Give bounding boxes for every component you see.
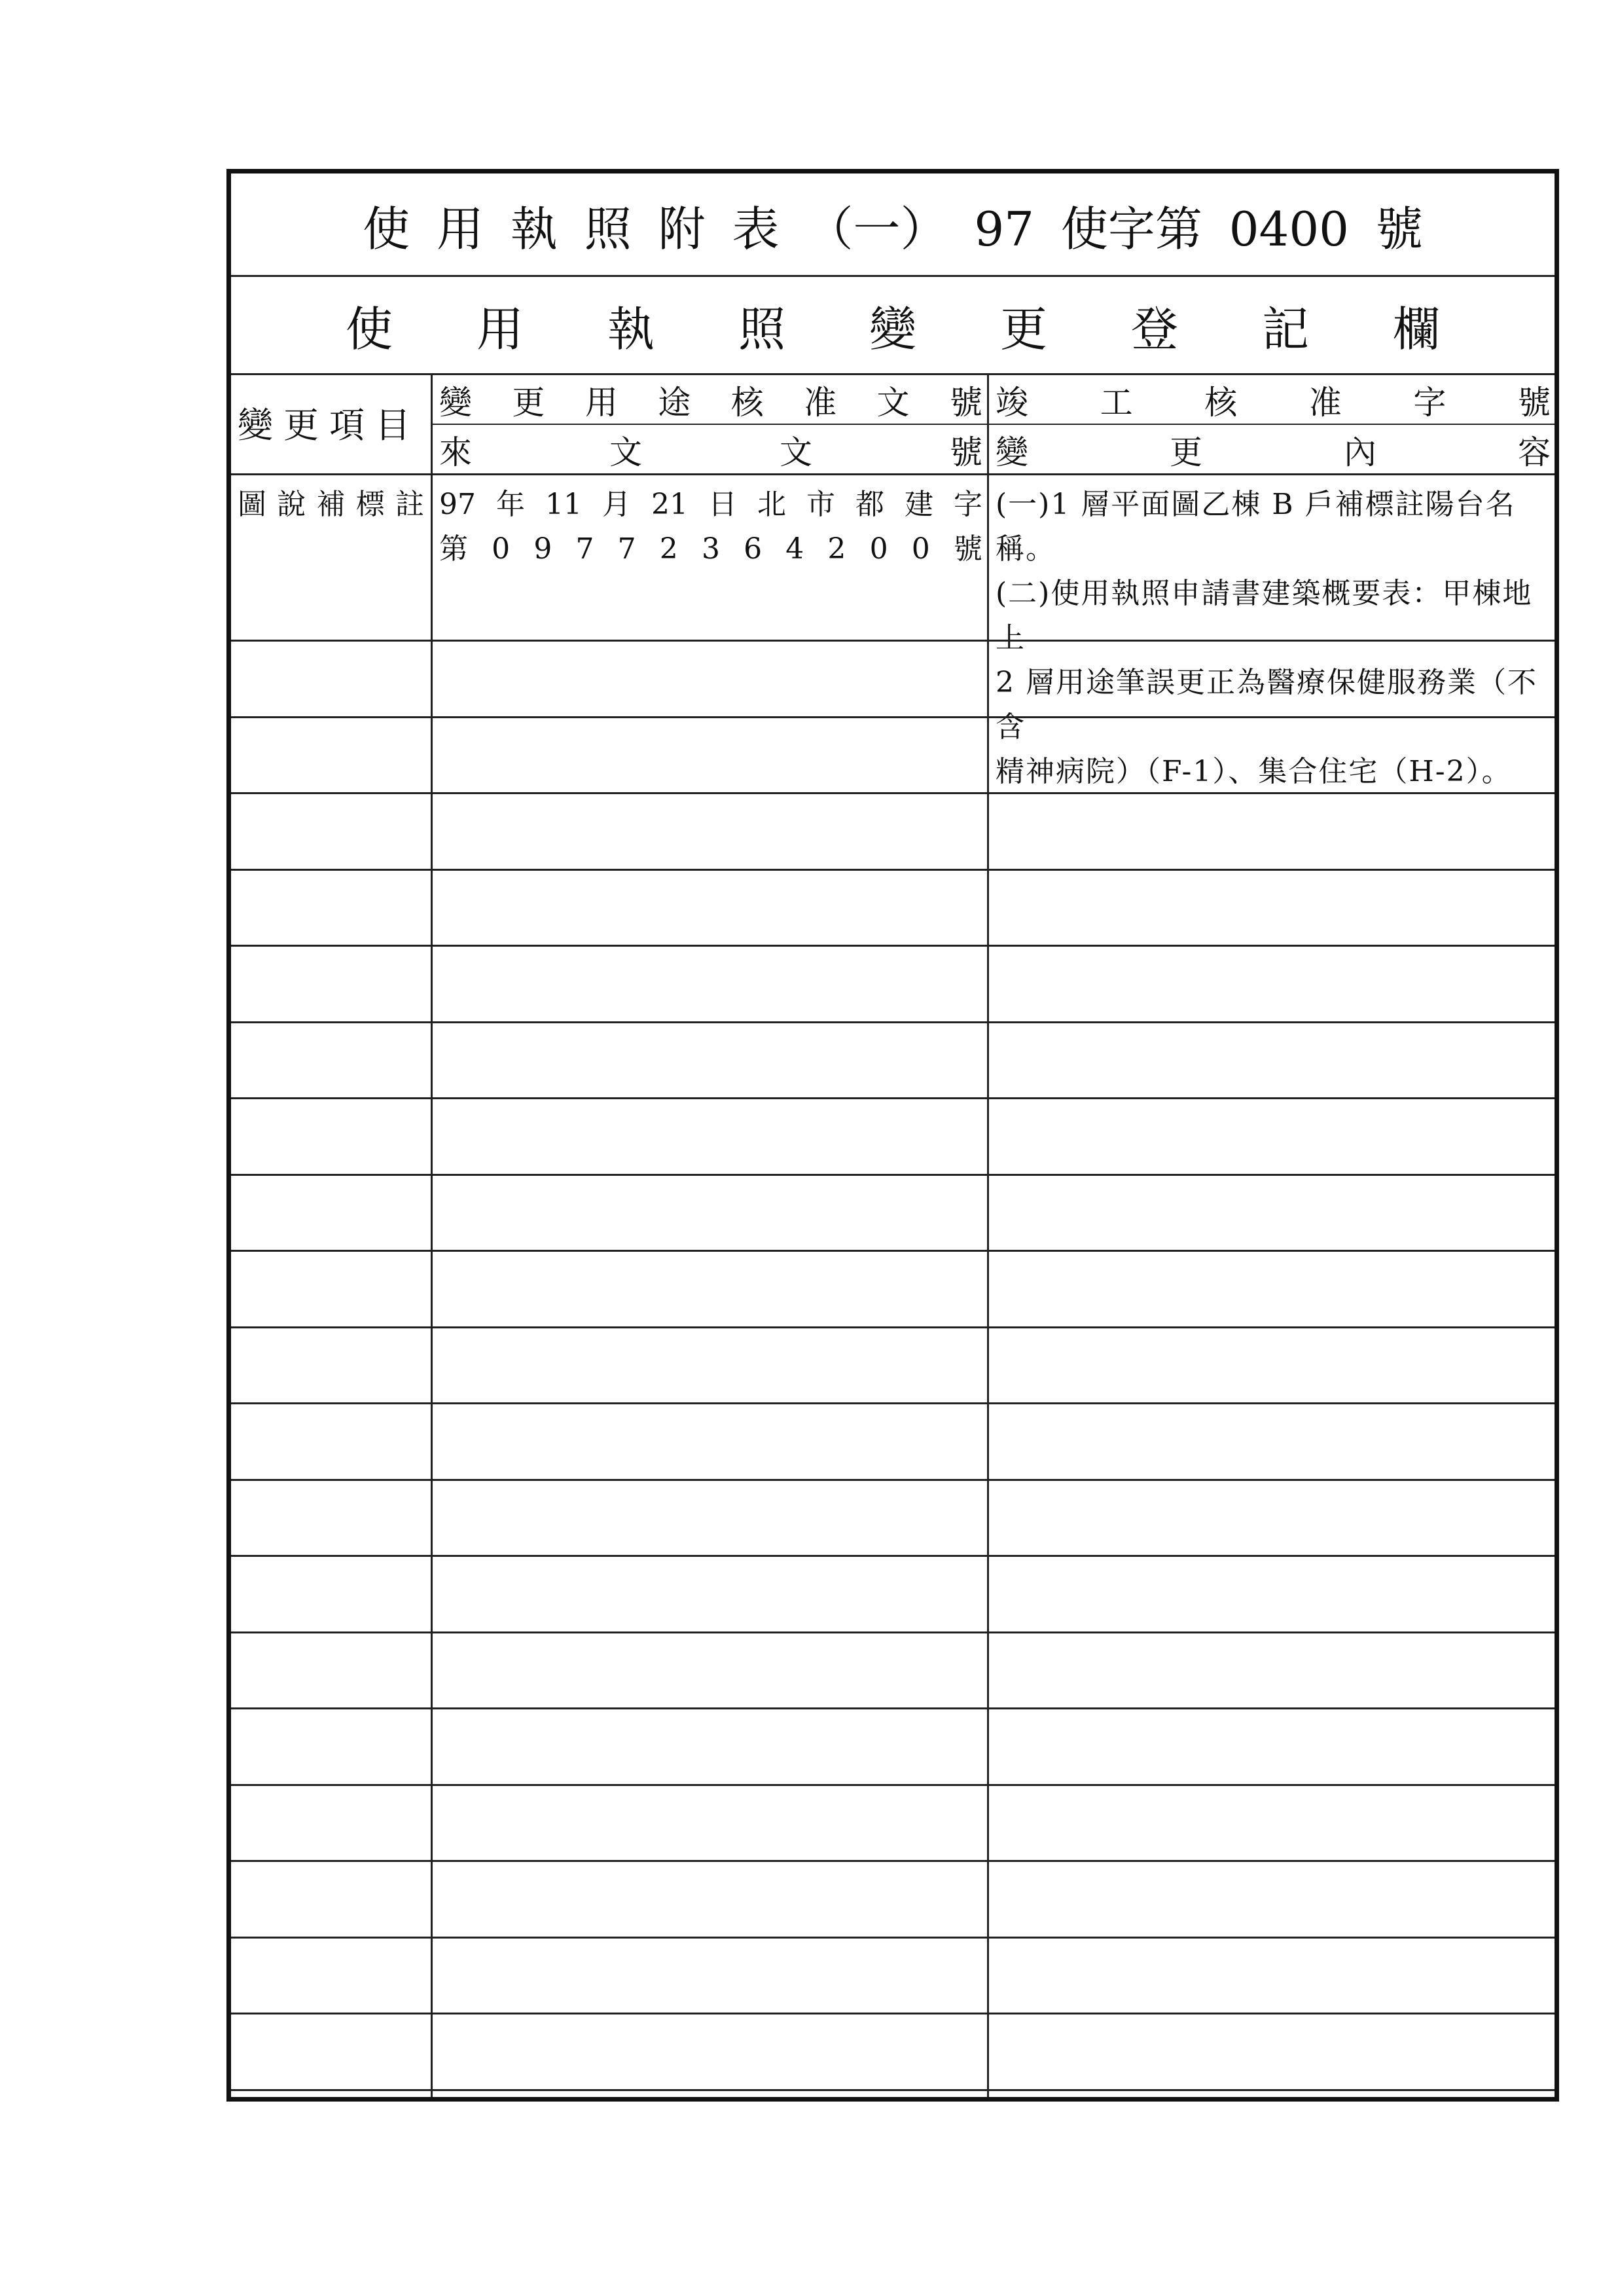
reference-token: 號 — [953, 532, 982, 566]
header-char: 變 — [996, 433, 1028, 471]
header-char: 途 — [658, 384, 691, 422]
section-title: 使用執照變更登記欄 — [345, 302, 1524, 357]
row-divider — [231, 792, 1555, 794]
row-divider — [231, 1937, 1555, 1939]
header-char: 號 — [950, 433, 982, 471]
header-char: 竣 — [996, 384, 1028, 422]
item-char: 圖 — [238, 488, 266, 521]
reference-token: 21 — [651, 488, 688, 521]
row-divider — [231, 869, 1555, 871]
header-char: 文 — [876, 384, 910, 422]
row-divider — [231, 1631, 1555, 1633]
reference-token: 0 — [911, 532, 930, 566]
form-title — [231, 193, 1555, 265]
header-char: 字 — [1413, 384, 1447, 422]
row-divider — [231, 716, 1555, 718]
header-char: 容 — [1518, 433, 1551, 471]
reference-token: 第 — [439, 532, 468, 566]
reference-token: 都 — [855, 488, 884, 521]
header-char: 用 — [584, 384, 618, 422]
header-char: 工 — [1100, 384, 1133, 422]
reference-token: 0 — [869, 532, 888, 566]
reference-token: 11 — [545, 488, 582, 521]
row-divider — [231, 1707, 1555, 1709]
reference-token: 日 — [708, 488, 737, 521]
divider — [231, 640, 1555, 642]
item-char: 補 — [316, 488, 346, 521]
row-divider — [231, 1479, 1555, 1481]
reference-token: 月 — [602, 488, 631, 521]
reference-token: 6 — [744, 532, 763, 566]
reference-token: 2 — [659, 532, 678, 566]
content-line: (一)1 層平面圖乙棟 B 戶補標註陽台名稱。 — [996, 488, 1516, 566]
row-divider — [231, 1555, 1555, 1557]
content-line: 2 層用途筆誤更正為醫療保健服務業（不含 — [996, 666, 1537, 744]
header-approval-number — [439, 378, 982, 422]
item-char: 標 — [355, 488, 385, 521]
reference-token: 北 — [757, 488, 786, 521]
row-divider — [231, 1250, 1555, 1252]
entry-content — [996, 483, 1558, 794]
row-divider — [231, 2013, 1555, 2014]
header-char: 准 — [1308, 384, 1342, 422]
reference-token: 年 — [496, 488, 525, 521]
header-char: 號 — [1517, 384, 1551, 422]
reference-token: 9 — [533, 532, 552, 566]
row-divider — [231, 1174, 1555, 1176]
header-char: 更 — [1170, 433, 1202, 471]
header-char: 來 — [439, 433, 472, 471]
header-char: 准 — [804, 384, 837, 422]
header-char: 核 — [1204, 384, 1238, 422]
reference-token: 建 — [905, 488, 933, 521]
row-divider — [231, 1784, 1555, 1786]
row-divider — [231, 1326, 1555, 1328]
header-char: 內 — [1344, 433, 1376, 471]
entry-reference-line — [439, 527, 982, 572]
divider — [231, 373, 1555, 375]
header-char: 變 — [439, 384, 472, 422]
reference-token: 字 — [954, 488, 982, 521]
form-title-prefix: 使 用 執 照 附 表 （一） — [363, 202, 948, 257]
item-char: 說 — [277, 488, 306, 521]
row-divider — [231, 1860, 1555, 1862]
divider — [231, 473, 1555, 475]
entry-item — [238, 483, 424, 527]
reference-token: 3 — [701, 532, 720, 566]
entry-reference-line — [439, 483, 982, 527]
header-char: 文 — [609, 433, 642, 471]
header-change-item: 變更項目 — [238, 404, 421, 446]
header-completion-number — [996, 378, 1551, 422]
column-divider — [431, 373, 433, 2097]
change-registration-form — [226, 169, 1559, 2102]
column-divider — [987, 373, 989, 2097]
header-char: 號 — [949, 384, 982, 422]
row-divider — [231, 2089, 1555, 2091]
header-char: 更 — [512, 384, 545, 422]
reference-token: 市 — [806, 488, 835, 521]
license-number: 97 使字第 0400 號 — [974, 202, 1423, 257]
divider — [231, 275, 1555, 277]
reference-token: 4 — [785, 532, 804, 566]
header-char: 文 — [780, 433, 812, 471]
row-divider — [231, 945, 1555, 947]
row-divider — [231, 1097, 1555, 1099]
row-divider — [231, 1402, 1555, 1404]
reference-token: 7 — [617, 532, 636, 566]
header-change-content — [996, 428, 1551, 472]
header-char: 核 — [730, 384, 764, 422]
reference-token: 0 — [492, 532, 511, 566]
divider — [431, 424, 1555, 425]
reference-token: 2 — [827, 532, 846, 566]
content-line: (二)使用執照申請書建築概要表：甲棟地上 — [996, 577, 1533, 655]
header-source-document — [439, 428, 982, 472]
reference-token: 97 — [439, 488, 476, 521]
reference-token: 7 — [575, 532, 594, 566]
row-divider — [231, 1021, 1555, 1023]
content-line: 精神病院）（F-1）、集合住宅（H-2）。 — [996, 755, 1512, 788]
item-char: 註 — [395, 488, 424, 521]
